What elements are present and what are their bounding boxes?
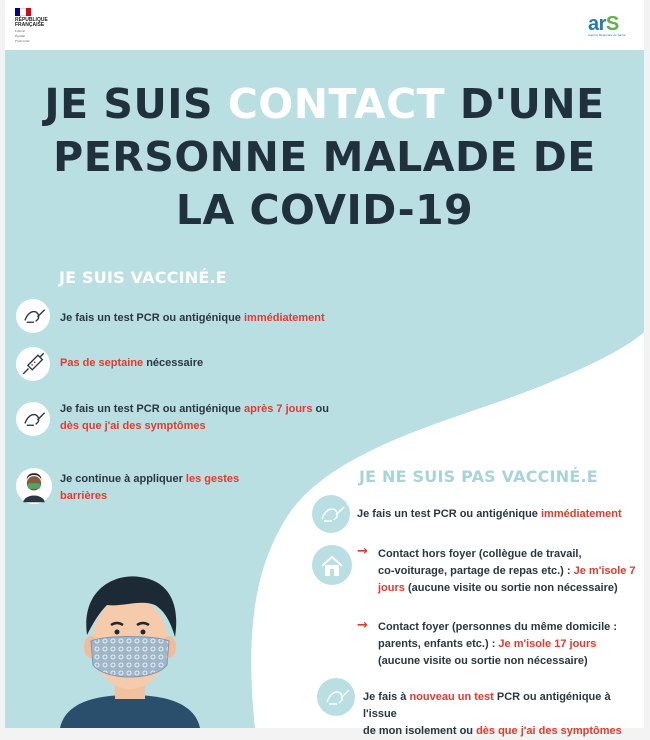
not-vaccinated-item-2a-line3-red: jours [378, 582, 405, 594]
vaccinated-heading: JE SUIS VACCINÉ.E [59, 268, 227, 287]
vaccinated-item-4-red-b: barrières [60, 490, 108, 502]
poster [5, 0, 644, 737]
vaccinated-item-3 [60, 401, 329, 435]
not-vaccinated-item-2b-line2-red: Je m'isole 17 jours [498, 638, 597, 650]
vaccinated-item-2 [60, 355, 203, 372]
page-title [5, 78, 644, 237]
republique-text: RÉPUBLIQUE [15, 17, 48, 23]
vaccinated-item-3-red-b: dès que j'ai des symptômes [60, 420, 206, 432]
title-line2: PERSONNE MALADE DE [53, 133, 596, 181]
motto-fraternite: Fraternité [15, 39, 30, 43]
ars-logo [588, 14, 634, 44]
title-line3: LA COVID-19 [175, 186, 474, 234]
title-highlight: CONTACT [227, 80, 446, 128]
not-vaccinated-item-2a-line1: Contact hors foyer (collègue de travail, [378, 548, 582, 560]
not-vaccinated-item-2a-line2-red: Je m'isole 7 [573, 565, 636, 577]
vaccinated-item-2-red: Pas de septaine [60, 357, 144, 369]
not-vaccinated-item-3-line1-red: nouveau un test [409, 691, 494, 703]
french-flag-icon [15, 8, 31, 16]
masked-person-icon [14, 466, 54, 506]
not-vaccinated-item-1-text: Je fais un test PCR ou antigénique [357, 508, 541, 520]
vaccinated-item-3-red-a: après 7 jours [243, 403, 313, 415]
motto-liberte: Liberté [15, 29, 26, 33]
arrow-icon: → [357, 618, 368, 633]
ars-logo-text: ar [588, 13, 606, 35]
arrow-icon: → [357, 544, 368, 559]
vaccinated-item-4-red-a: les gestes [185, 473, 240, 485]
not-vaccinated-item-3 [363, 689, 644, 740]
not-vaccinated-item-2b [378, 619, 617, 670]
vaccinated-item-3-text: Je fais un test PCR ou antigénique [60, 403, 244, 415]
masked-person-illustration [45, 565, 215, 728]
not-vaccinated-item-2a-line2: co-voiturage, partage de repas etc.) : [378, 565, 574, 577]
vaccinated-item-1 [60, 310, 325, 327]
not-vaccinated-heading: JE NE SUIS PAS VACCINÉ.E [359, 467, 598, 486]
ars-logo-s: S [605, 13, 619, 35]
not-vaccinated-item-2b-line2: parents, enfants etc.) : [378, 638, 499, 650]
nasal-swab-icon [14, 297, 52, 335]
vaccinated-item-4 [60, 471, 239, 505]
vaccinated-item-1-red: immédiatement [243, 312, 325, 324]
vaccinated-item-4-text: Je continue à appliquer [60, 473, 186, 485]
nasal-swab-icon [14, 400, 52, 438]
vaccinated-item-1-text: Je fais un test PCR ou antigénique [60, 312, 244, 324]
not-vaccinated-item-2b-line1: Contact foyer (personnes du même domicile : [378, 621, 617, 633]
syringe-icon [14, 345, 52, 383]
motto-egalite: Égalité [15, 34, 26, 38]
vaccinated-item-2-text: nécessaire [143, 357, 204, 369]
nasal-swab-icon [312, 495, 350, 533]
ars-subtitle: Agence Régionale de Santé [588, 33, 626, 37]
nasal-swab-icon [317, 678, 355, 716]
not-vaccinated-item-1 [357, 506, 622, 523]
not-vaccinated-item-2b-line3: (aucune visite ou sortie non nécessaire) [378, 655, 588, 667]
not-vaccinated-item-3-line2-red: dès que j'ai des symptômes [476, 725, 622, 737]
not-vaccinated-item-3-line1-b: PCR ou antigénique à l'issue [363, 691, 611, 720]
not-vaccinated-item-3-line2: de mon isolement ou [363, 725, 477, 737]
title-part2: D'UNE [445, 80, 605, 128]
vaccinated-item-3-text-b: ou [312, 403, 329, 415]
not-vaccinated-item-1-red: immédiatement [540, 508, 622, 520]
not-vaccinated-item-3-line1: Je fais à [363, 691, 410, 703]
header [5, 0, 644, 50]
not-vaccinated-item-2a-line3: (aucune visite ou sortie non nécessaire) [404, 582, 618, 594]
republique-francaise-logo [15, 8, 48, 43]
house-icon [312, 545, 352, 585]
title-part1: JE SUIS [44, 80, 228, 128]
not-vaccinated-item-2a [378, 546, 636, 597]
francaise-text: FRANÇAISE [15, 22, 45, 28]
